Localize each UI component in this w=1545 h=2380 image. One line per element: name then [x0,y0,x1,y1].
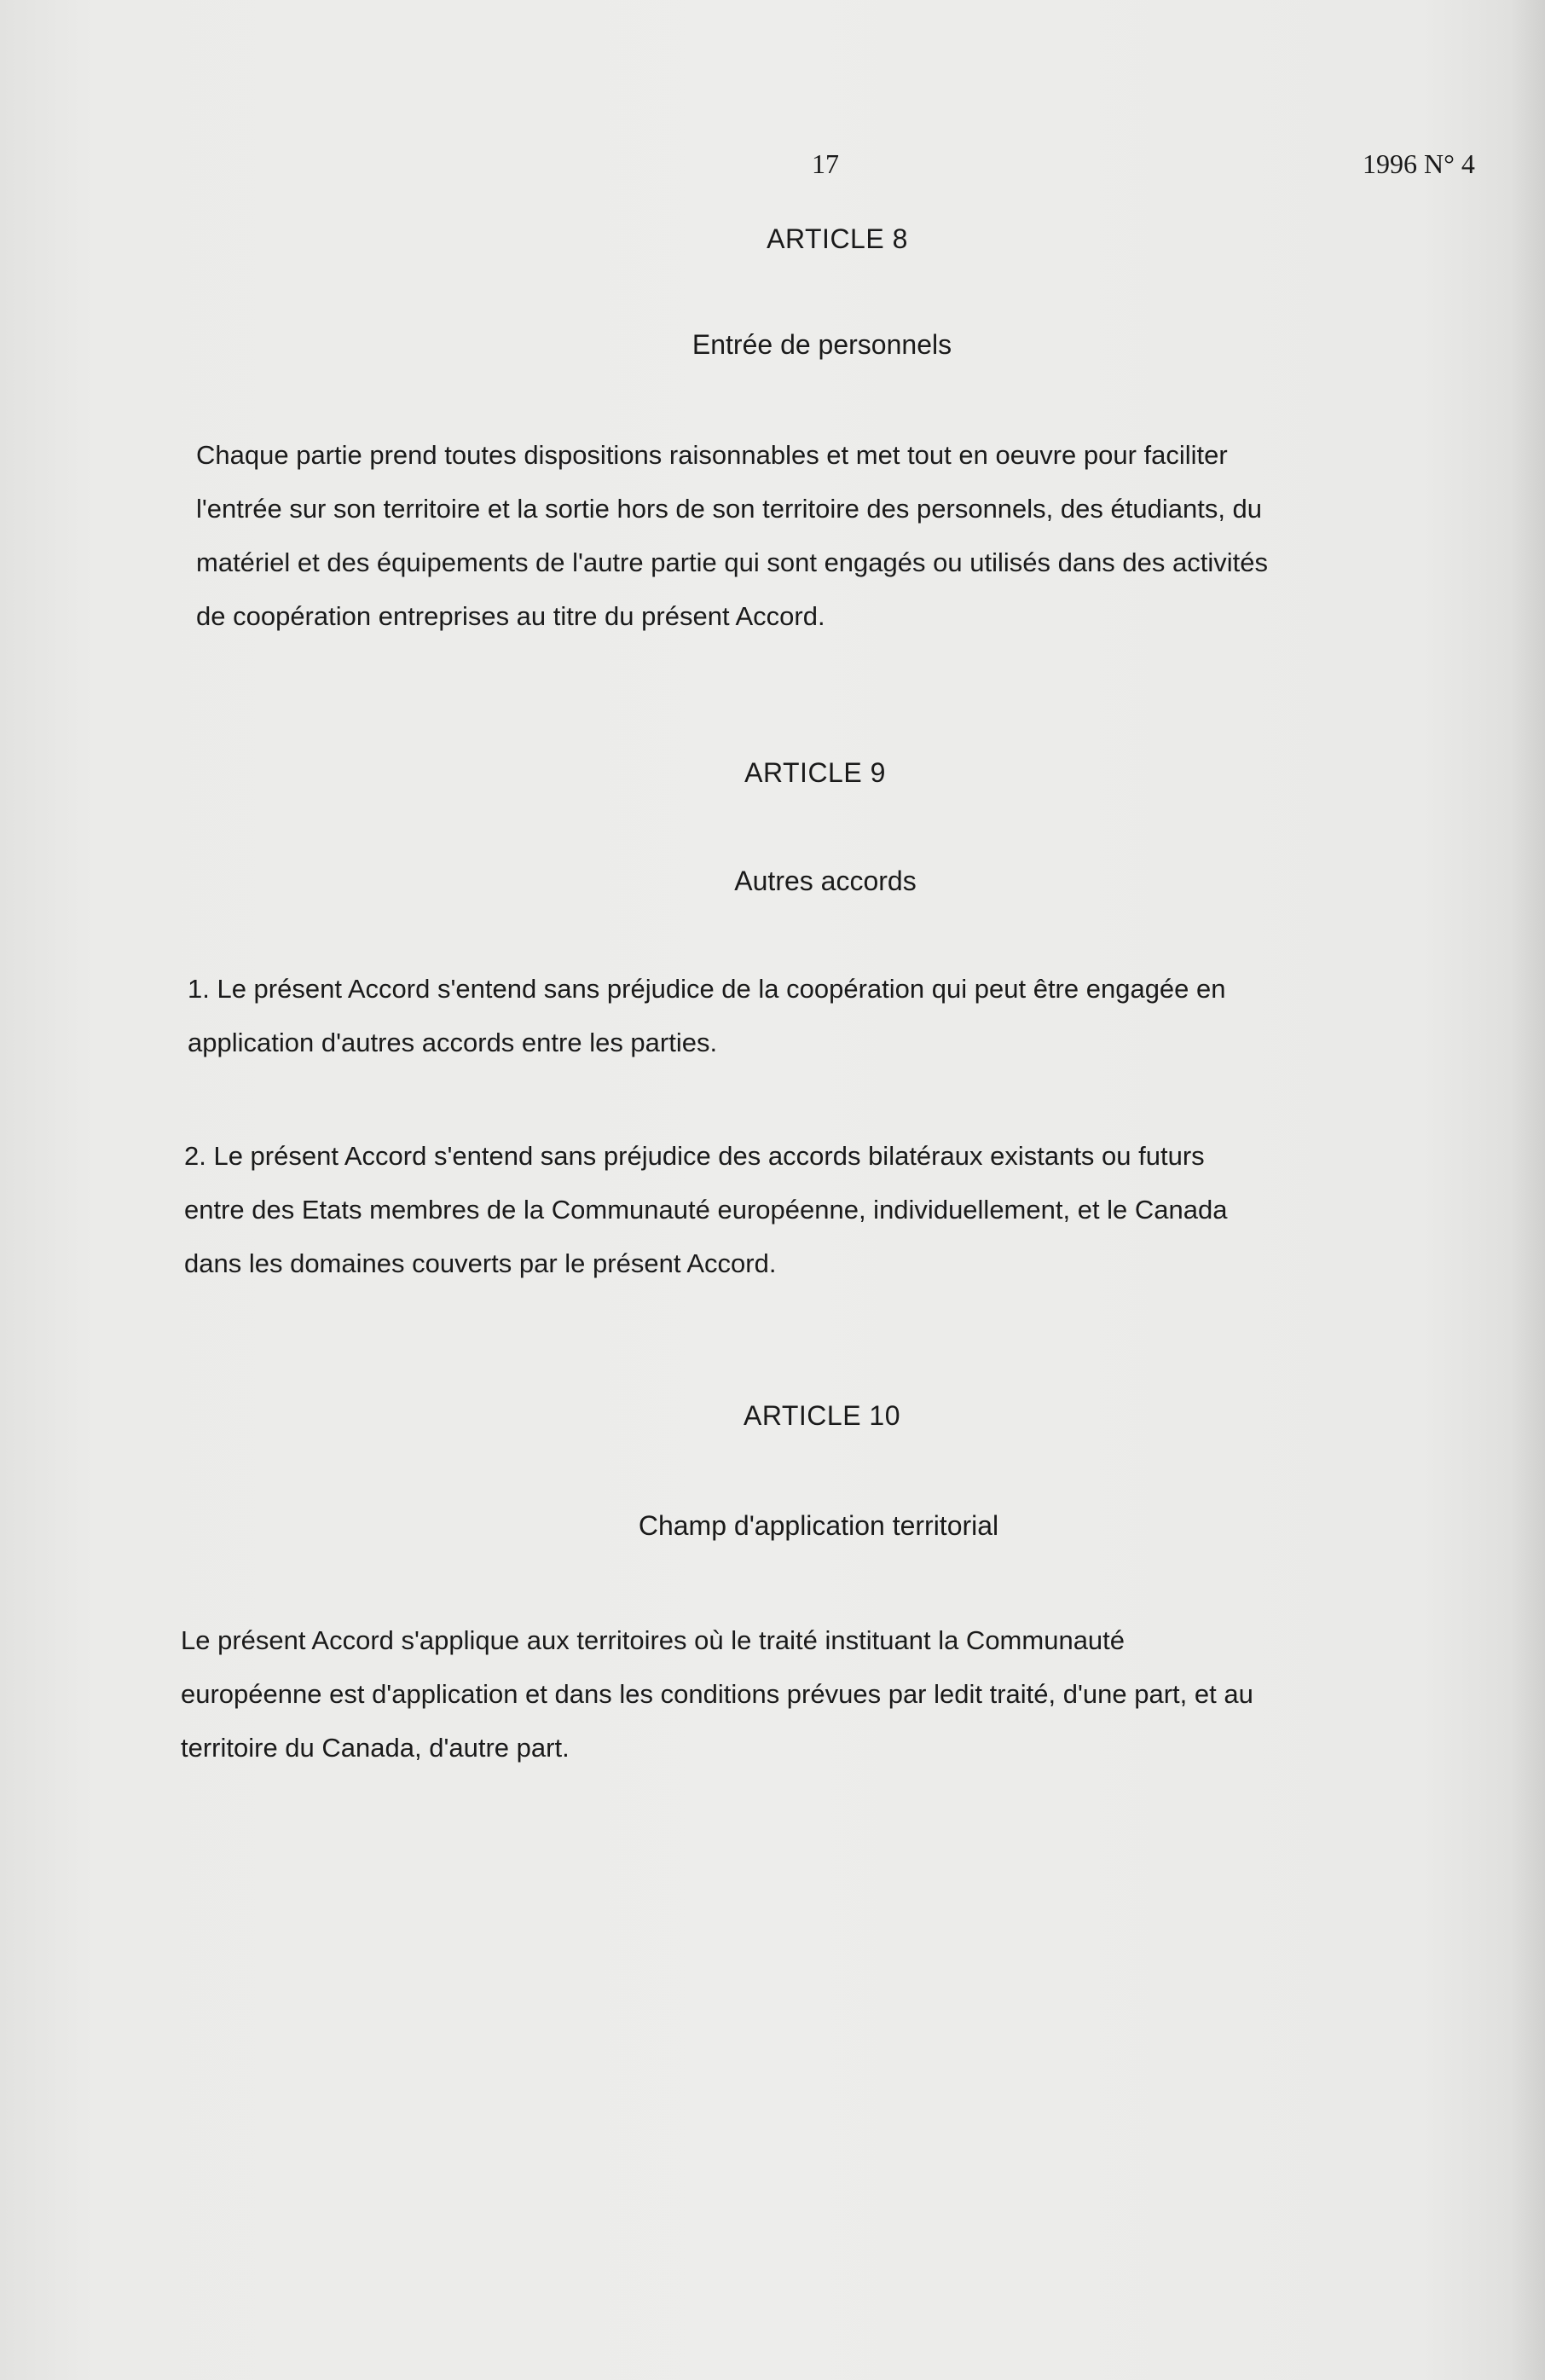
paragraph-line: matériel et des équipements de l'autre partie qui sont engagés ou utilisés dans des activités [196,547,1268,577]
article-9-paragraph-1 [188,962,1226,1069]
article-10-paragraph [181,1613,1253,1775]
paragraph-line: dans les domaines couverts par le présent Accord. [184,1248,777,1278]
article-10-title: Champ d'application territorial [638,1510,999,1541]
paragraph-line: Chaque partie prend toutes dispositions raisonnables et met tout en oeuvre pour faciliter [196,440,1228,470]
paragraph-line: 1. Le présent Accord s'entend sans préjudice de la coopération qui peut être engagée en [188,974,1226,1004]
paragraph-line: européenne est d'application et dans les conditions prévues par ledit traité, d'une part, et au [181,1679,1253,1709]
paragraph-line: territoire du Canada, d'autre part. [181,1733,570,1763]
article-10-heading: ARTICLE 10 [743,1400,901,1431]
issue-number: 1996 N° 4 [1363,148,1475,179]
paragraph-line: l'entrée sur son territoire et la sortie hors de son territoire des personnels, des étudiants, du [196,494,1263,524]
article-8-title: Entrée de personnels [691,329,952,360]
paragraph-line: entre des Etats membres de la Communauté européenne, individuellement, et le Canada [184,1195,1228,1225]
article-8-heading: ARTICLE 8 [767,223,908,254]
paragraph-line: de coopération entreprises au titre du présent Accord. [196,601,825,631]
article-9-paragraph-2 [184,1129,1228,1290]
paragraph-line: 2. Le présent Accord s'entend sans préjudice des accords bilatéraux existants ou futurs [184,1141,1205,1171]
article-8-paragraph [196,428,1268,643]
page-edge-shadow [1511,0,1545,2380]
page-number: 17 [812,148,839,179]
article-9-title: Autres accords [734,866,917,896]
article-9-heading: ARTICLE 9 [744,757,886,788]
paragraph-line: application d'autres accords entre les parties. [188,1028,718,1057]
paragraph-line: Le présent Accord s'applique aux territoires où le traité instituant la Communauté [181,1625,1125,1655]
